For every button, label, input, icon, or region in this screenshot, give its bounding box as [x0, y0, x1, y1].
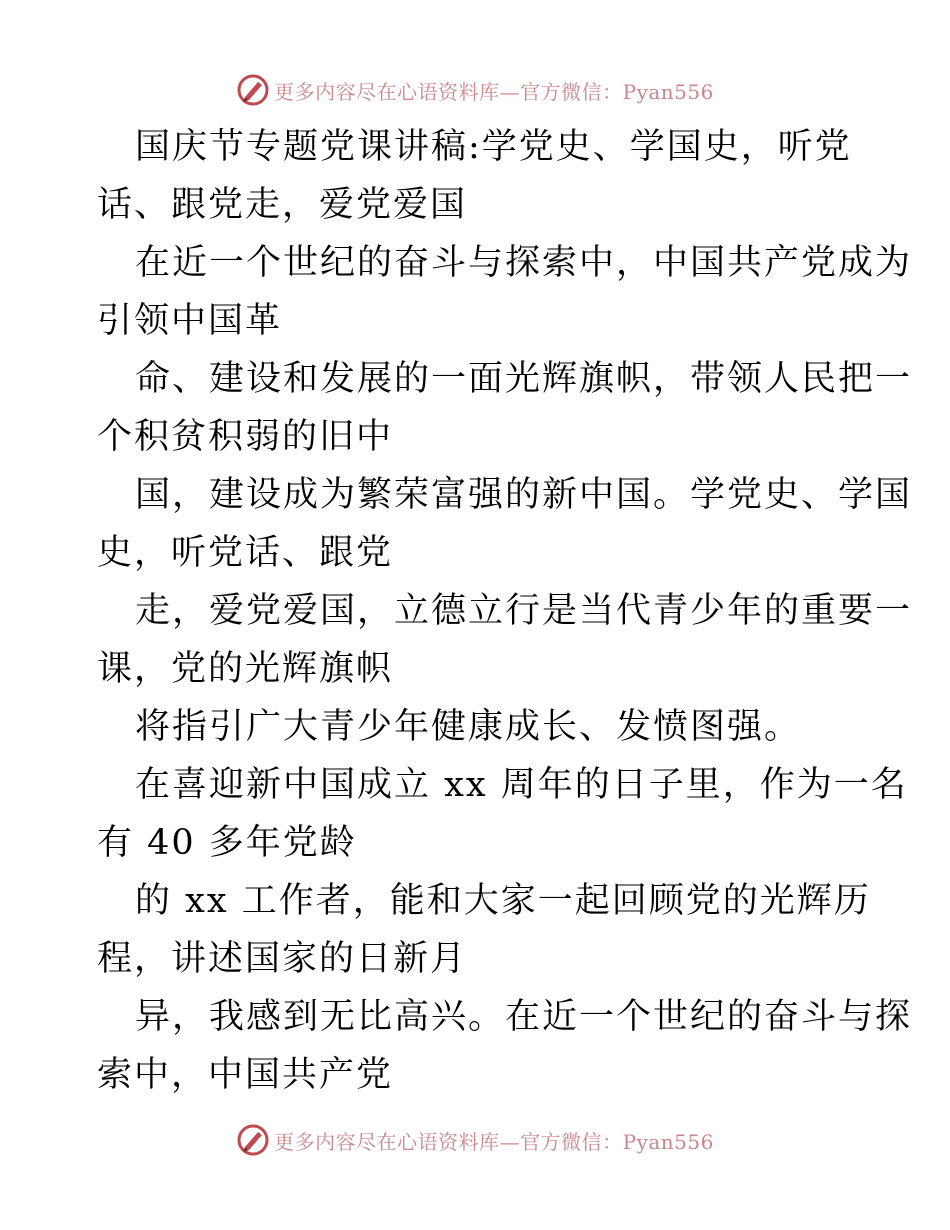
footer-banner-text: 更多内容尽在心语资料库—官方微信：Pyan556: [274, 1129, 714, 1154]
text-line: 有 40 多年党龄: [97, 823, 357, 863]
pen-logo-icon: [236, 1123, 270, 1157]
text-line: 史，听党话、跟党: [97, 533, 394, 573]
pen-logo-icon: [236, 73, 270, 107]
header-banner-text: 更多内容尽在心语资料库—官方微信：Pyan556: [274, 79, 714, 104]
text-line: 命、建设和发展的一面光辉旗帜，带领人民把一: [135, 359, 913, 399]
text-line: 将指引广大青少年健康成长、发愤图强。: [135, 707, 802, 747]
text-line: 课，党的光辉旗帜: [97, 649, 394, 689]
text-line: 话、跟党走，爱党爱国: [97, 185, 468, 225]
text-line: 在喜迎新中国成立 xx 周年的日子里，作为一名: [135, 765, 908, 805]
text-line: 索中，中国共产党: [97, 1055, 394, 1095]
header-banner: [0, 70, 950, 110]
text-line: 程，讲述国家的日新月: [97, 939, 468, 979]
text-line: 国庆节专题党课讲稿:学党史、学国史，听党: [135, 127, 852, 167]
text-line: 走，爱党爱国，立德立行是当代青少年的重要一: [135, 591, 913, 631]
text-line: 在近一个世纪的奋斗与探索中，中国共产党成为: [135, 243, 913, 283]
footer-banner: [0, 1120, 950, 1160]
document-body: [97, 118, 913, 1104]
text-line: 个积贫积弱的旧中: [97, 417, 394, 457]
text-line: 的 xx 工作者，能和大家一起回顾党的光辉历: [135, 881, 871, 921]
text-line: 异，我感到无比高兴。在近一个世纪的奋斗与探: [135, 997, 913, 1037]
text-line: 引领中国革: [97, 301, 283, 341]
text-line: 国，建设成为繁荣富强的新中国。学党史、学国: [135, 475, 913, 515]
